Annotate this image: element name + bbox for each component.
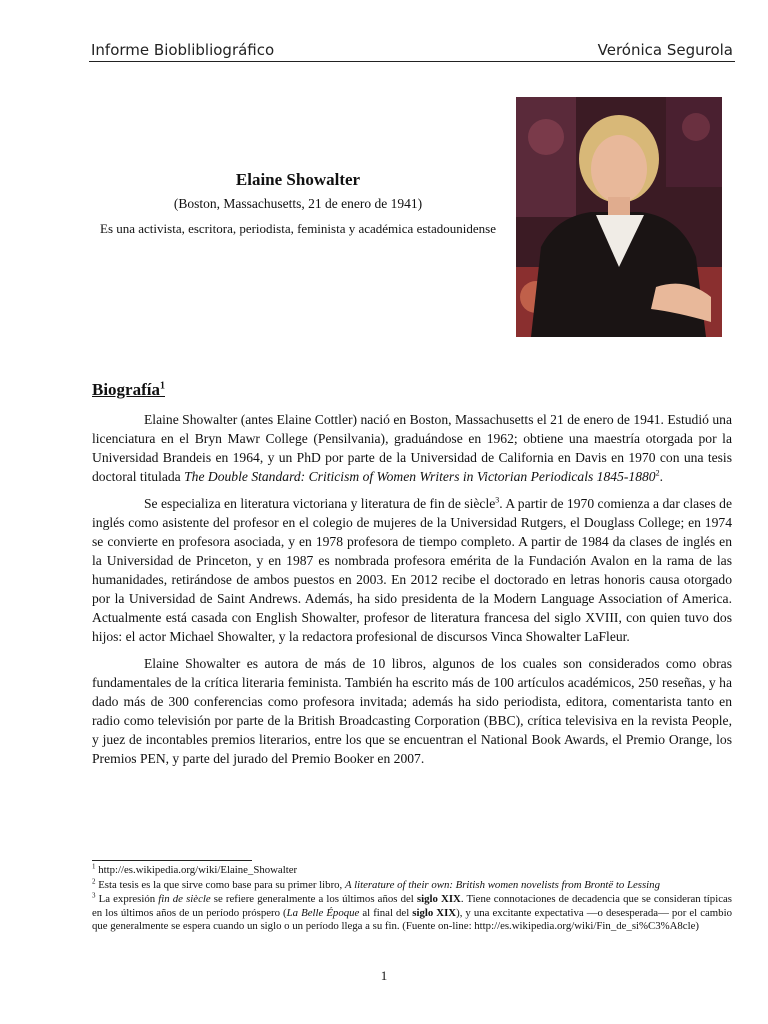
footnote-2 [92, 876, 732, 893]
section-title-text: Biografía [92, 380, 160, 399]
paragraph-2 [92, 494, 732, 646]
header-author: Verónica Segurola [597, 41, 733, 59]
footnote-3-text-c: . Tiene connotaciones de decadencia que se consideran típicas en los últimos años de un período próspero ( [92, 893, 732, 919]
page-header [89, 41, 735, 62]
footnote-3-term: fin de siècle [158, 893, 211, 905]
footnote-2-book-title: A literature of their own: British women novelists from Brontë to Lessing [344, 878, 660, 891]
biography-body [92, 410, 732, 776]
page-number: 1 [380, 968, 388, 983]
footnote-2-text: Esta tesis es la que sirve como base para su primer libro, [95, 878, 345, 891]
person-name: Elaine Showalter [235, 170, 361, 189]
footnote-1 [92, 864, 732, 878]
footnote-3-text-b: se refiere generalmente a los últimos años del [210, 893, 417, 905]
footnote-3-marker: 3 [92, 891, 96, 900]
footnote-3-text-d: al final del [359, 906, 413, 919]
paragraph-3: Elaine Showalter es autora de más de 10 libros, algunos de los cuales son considerados como obras fundamentales de la crítica literaria feminista. También ha escrito más de 100 artículos académicos, 250 reseñas, y ha dado más de 300 conferencias como profesora invitada; además ha sido periodista, editora, comentarista tanto en radio como televisión por parte de la British Broadcasting Corporation (BBC), crítica televisiva en la revista People, y juez de incontables premios literarios, entre los que se encuentran el National Book Awards, el Premio Orange, los Premios PEN, y parte del jurado del Premio Booker en 2007. [92, 656, 732, 766]
footnote-3-text-a: La expresión [95, 893, 159, 905]
portrait-photo [516, 97, 722, 337]
paragraph-2-text: . A partir de 1970 comienza a dar clases de inglés como asistente del profesor en el colegio de mujeres de la Universidad Rutgers, el Douglass College; en 1974 se convierte en profesora asociada, y en 1978 profesora de tiempo completo. A partir de 1984 da clases de inglés en la Universidad de Princeton, y en 1987 es nombrada profesora emérita de la Fundación Avalon en la rama de las humanidades, retirándose de ambos puestos en 2003. En 2012 recibe el doctorado en letras honoris causa otorgado por la Universidad de Saint Andrews. Además, ha sido presidenta de la Modern Language Association of America. Actualmente está casada con English Showalter, profesor de literatura francesa del siglo XVIII, con quien tuvo dos hijos: el actor Michael Showalter, y la redactora profesional de discursos Vinca Showalter LaFleur. [92, 496, 732, 644]
footnote-3-link-siglo-xix[interactable]: siglo XIX [416, 893, 461, 905]
footnote-3-belle-epoque: La Belle Époque [286, 906, 360, 919]
footnote-3 [92, 893, 732, 934]
header-title: Informe Bioblibliográfico [91, 41, 275, 59]
footnote-separator [92, 860, 252, 861]
footnote-2-marker: 2 [92, 876, 96, 885]
thesis-title: The Double Standard: Criticism of Women Writers in Victorian Periodicals 1845-1880 [184, 469, 656, 484]
paragraph-1-text: Elaine Showalter (antes Elaine Cottler) nació en Boston, Massachusetts el 21 de enero de 1941. Estudió una licenciatura en el Bryn Mawr College (Pensilvania), graduándose en 1962; obtiene una maestría otorgada por la Universidad Brandeis en 1964, y un PhD por parte de la Universidad de California en Davis en 1970 con una tesis doctoral titulada [92, 412, 732, 484]
footnote-ref-2[interactable]: 2 [655, 468, 660, 478]
footnote-ref-3[interactable]: 3 [495, 495, 500, 505]
footnote-1-marker: 1 [92, 862, 96, 871]
paragraph-1 [92, 410, 732, 486]
person-title-block [100, 170, 496, 237]
footnote-3-link-siglo-xix-2[interactable]: siglo XIX [412, 906, 457, 919]
person-description: Es una activista, escritora, periodista, feminista y académica estadounidense [100, 221, 496, 236]
footnote-ref-1[interactable]: 1 [160, 380, 165, 392]
footnote-3-text-e: ), y una excitante expectativa —o desesperada— por el cambio que generalmente se espera cuando un siglo o un período llega a su fin. (Fuente on-line: http://es.wikipedia.org/wiki/Fin_de_si%C3%A8cle) [92, 906, 732, 932]
paragraph-1-end: . [659, 469, 663, 484]
paragraph-2-start: Se especializa en literatura victoriana y literatura de fin de siècle [144, 496, 496, 511]
section-title-biografia [92, 380, 165, 400]
footnote-1-link[interactable]: http://es.wikipedia.org/wiki/Elaine_Showalter [95, 864, 298, 876]
footnotes [92, 864, 732, 935]
person-birth: (Boston, Massachusetts, 21 de enero de 1941) [173, 196, 423, 211]
